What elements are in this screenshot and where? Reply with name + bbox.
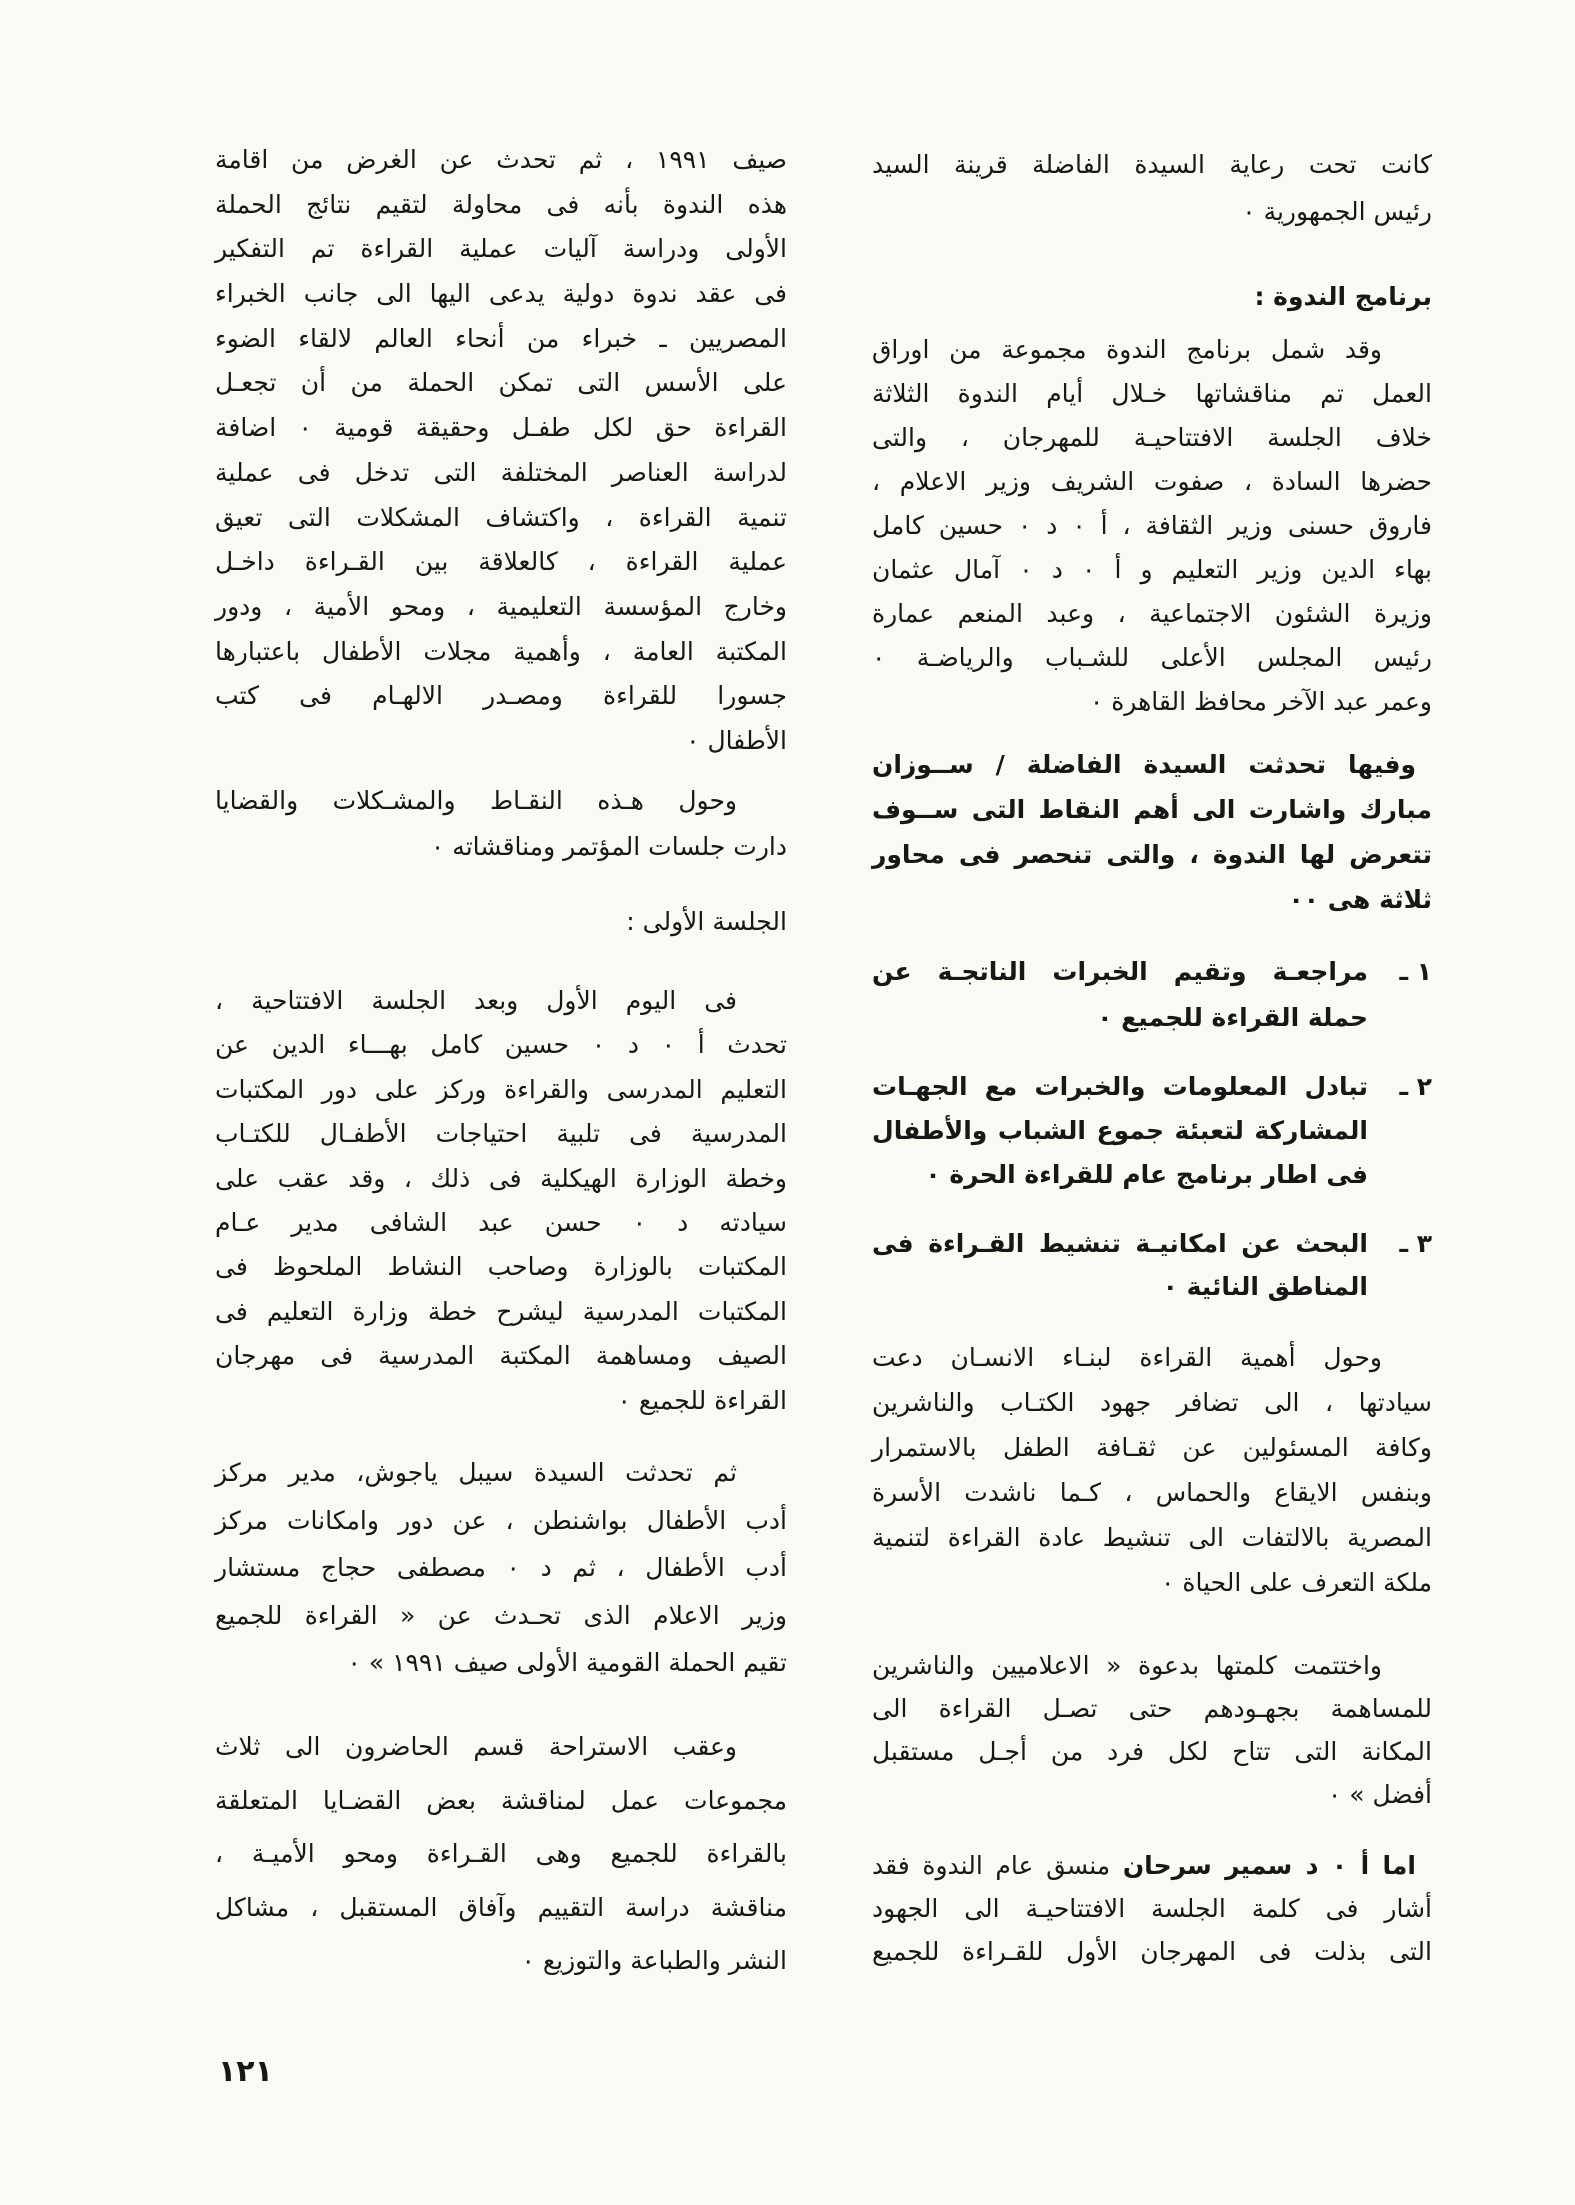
text-line: فاروق حسنى وزير الثقافة ، أ ٠ د ٠ حسين كامل: [872, 511, 1432, 540]
text-line: أدب الأطفال ، ثم د ٠ مصطفى حجاج مستشار: [215, 1553, 787, 1582]
list-number: ١ ـ: [1399, 957, 1432, 986]
text-line: واختتمت كلمتها بدعوة « الاعلاميين والناشرين: [872, 1651, 1382, 1680]
text-line: المكتبات المدرسية ليشرح خطة وزارة التعليم فى: [215, 1296, 787, 1326]
speaker-name: اما أ ٠ د سمير سرحان: [1122, 1851, 1416, 1880]
paragraph-issues: [215, 778, 787, 870]
text-line: وزيرة الشئون الاجتماعية ، وعبد المنعم عمارة: [872, 599, 1432, 628]
text-line: مجموعات عمل لمناقشة بعض القضـايا المتعلقة: [215, 1785, 787, 1815]
paragraph-sarhan: [872, 1844, 1432, 1973]
text-line: وحول أهمية القراءة لبنـاء الانسـان دعت: [872, 1343, 1382, 1372]
text-line: وخارج المؤسسة التعليمية ، ومحو الأمية ، ودور: [215, 591, 787, 621]
text-line: حضرها السادة ، صفوت الشريف وزير الاعلام ،: [872, 467, 1432, 496]
section-heading-program: [872, 275, 1432, 319]
text-line: البحث عن امكانيـة تنشيط القـراءة فى: [872, 1229, 1368, 1258]
text-line: رئيس الجمهورية ٠: [1242, 197, 1432, 226]
text-line: مناقشة دراسة التقييم وآفاق المستقبل ، مشاكل: [215, 1892, 787, 1922]
text-line: سيادته د ٠ حسن عبد الشافى مدير عـام: [215, 1207, 787, 1237]
text-line: وزير الاعلام الذى تحـدث عن « القراءة للجميع: [215, 1600, 787, 1630]
text-line: المكانة التى تتاح لكل فرد من أجـل مستقبل: [872, 1737, 1432, 1766]
text-line: وعقب الاستراحة قسم الحاضرون الى ثلاث: [215, 1732, 737, 1761]
paragraph-continuation: [215, 138, 787, 764]
text-line: المناطق النائية ٠: [1162, 1272, 1368, 1301]
paragraph-break: [215, 1720, 787, 1988]
text-line: وعمر عبد الآخر محافظ القاهرة ٠: [1089, 687, 1432, 716]
paragraph-importance: [872, 1335, 1432, 1605]
text-line: فى اطار برنامج عام للقراءة الحرة ٠: [925, 1160, 1368, 1189]
text-line: خلاف الجلسة الافتتاحيـة للمهرجان ، والتى: [872, 423, 1432, 452]
text-line: رئيس المجلس الأعلى للشـباب والرياضـة ٠: [872, 643, 1432, 672]
section-heading: الجلسة الأولى :: [626, 907, 787, 936]
text-line: هذه الندوة بأنه فى محاولة لتقيم نتائج الحملة: [215, 189, 787, 219]
right-column: [872, 0, 1432, 2205]
text-line: تتعرض لها الندوة ، والتى تنحصر فى محاور: [872, 840, 1432, 869]
text-fragment: منسق عام الندوة فقد: [872, 1851, 1111, 1880]
text-line: وخطة الوزارة الهيكلية فى ذلك ، وقد عقب على: [215, 1163, 787, 1193]
list-number: ٢ ـ: [1399, 1072, 1432, 1101]
text-line: سيادتها ، الى تضافر جهود الكتـاب والناشرين: [872, 1388, 1432, 1417]
paragraph-session: [215, 979, 787, 1423]
text-line: صيف ١٩٩١ ، ثم تحدث عن الغرض من اقامة: [215, 145, 787, 174]
text-line: وقد شمل برنامج الندوة مجموعة من اوراق: [872, 335, 1382, 364]
left-column: [215, 0, 787, 2205]
text-line: جسورا للقراءة ومصـدر الالهـام فى كتب: [215, 681, 787, 711]
paragraph-program: [872, 328, 1432, 724]
paragraph-speech: [872, 742, 1432, 922]
text-line: ثلاثة هى ٠٠: [1288, 885, 1432, 914]
text-line: التى بذلت فى المهرجان الأول للقـراءة للجميع: [872, 1937, 1432, 1966]
text-line: بالقراءة للجميع وهى القـراءة ومحو الأميـة ،: [215, 1839, 787, 1868]
text-line: الأولى ودراسة آليات عملية القراءة تم التفكير: [215, 234, 787, 264]
paragraph-speakers: [215, 1449, 787, 1687]
text-line: عملية القراءة ، كالعلاقة بين القـراءة داخـل: [215, 547, 787, 577]
text-line: مراجعـة وتقيم الخبرات الناتجـة عن: [872, 957, 1368, 986]
text-line: المكتبة العامة ، وأهمية مجلات الأطفال باعتبارها: [215, 636, 787, 666]
text-line: ثم تحدثت السيدة سيبل ياجوش، مدير مركز: [215, 1458, 737, 1487]
page-number: ١٢١: [218, 2054, 273, 2089]
list-item-3: [872, 1222, 1432, 1308]
list-item-2: [872, 1065, 1432, 1197]
text-line: النشر والطباعة والتوزيع ٠: [521, 1946, 787, 1975]
text-line: العمل تم مناقشاتها خـلال أيام الندوة الثلاثة: [872, 379, 1432, 408]
text-line: تبادل المعلومات والخبرات مع الجهـات: [872, 1072, 1368, 1101]
list-number: ٣ ـ: [1399, 1229, 1432, 1258]
text-line: وفيها تحدثت السيدة الفاضلة / ســوزان: [872, 750, 1416, 779]
text-line: تحدث أ ٠ د ٠ حسين كامل بهـــاء الدين عن: [215, 1030, 788, 1060]
text-line: كانت تحت رعاية السيدة الفاضلة قرينة السيد: [872, 150, 1432, 179]
text-line: المكتبات بالوزارة وصاحب النشاط الملحوظ فى: [215, 1252, 787, 1282]
text-line: بهاء الدين وزير التعليم و أ ٠ د ٠ آمال عثمان: [872, 555, 1432, 584]
section-heading: برنامج الندوة :: [1254, 282, 1432, 311]
text-line: وكافة المسئولين عن ثقـافة الطفل بالاستمرار: [872, 1433, 1432, 1462]
text-line: أدب الأطفال بواشنطن ، عن دور وامكانات مركز: [215, 1505, 787, 1535]
text-line: المدرسية فى تلبية احتياجات الأطفـال للكتـاب: [215, 1119, 787, 1149]
text-line: [872, 1844, 1432, 1887]
text-line: على الأسس التى تمكن الحملة من أن تجعـل: [215, 368, 787, 398]
text-line: أفضل » ٠: [1327, 1780, 1432, 1809]
text-line: فى عقد ندوة دولية يدعى اليها الى جانب الخبراء: [215, 279, 787, 309]
text-line: وبنفس الايقاع والحماس ، كـما ناشدت الأسرة: [872, 1478, 1432, 1507]
paragraph-closing: [872, 1644, 1432, 1816]
text-line: المشاركة لتعبئة جموع الشباب والأطفال: [872, 1116, 1368, 1145]
text-line: الصيف ومساهمة المكتبة المدرسية فى مهرجان: [215, 1341, 787, 1371]
text-line: تقيم الحملة القومية الأولى صيف ١٩٩١ » ٠: [347, 1648, 787, 1677]
list-item-1: [872, 949, 1432, 1041]
text-line: تنمية القراءة ، واكتشاف المشكلات التى تعيق: [215, 502, 787, 532]
text-line: لدراسة العناصر المختلفة التى تدخل فى عملية: [215, 457, 787, 487]
text-line: المصرية بالالتفات الى تنشيط عادة القراءة لتنمية: [872, 1523, 1432, 1552]
text-line: للمساهمة بجهـودهم حتى تصـل القراءة الى: [872, 1694, 1432, 1723]
text-line: القراءة للجميع ٠: [617, 1385, 787, 1415]
text-line: مبارك واشارت الى أهم النقاط التى ســوف: [872, 795, 1432, 824]
text-line: التعليم المدرسى والقراءة وركز على دور المكتبات: [215, 1074, 787, 1104]
section-heading-session: [215, 900, 787, 944]
text-line: حملة القراءة للجميع ٠: [1097, 1003, 1368, 1032]
text-line: أشار فى كلمة الجلسة الافتتاحيـة الى الجهود: [872, 1894, 1432, 1923]
text-line: دارت جلسات المؤتمر ومناقشاته ٠: [430, 832, 787, 861]
text-line: الأطفال ٠: [686, 725, 787, 755]
text-line: المصريين ـ خبراء من أنحاء العالم لالقاء الضوء: [215, 323, 787, 353]
paragraph-intro: [872, 141, 1432, 235]
text-line: ملكة التعرف على الحياة ٠: [1161, 1568, 1432, 1597]
text-line: فى اليوم الأول وبعد الجلسة الافتتاحية ،: [215, 986, 737, 1015]
text-line: وحول هـذه النقـاط والمشـكلات والقضايا: [215, 786, 737, 815]
text-line: القراءة حق لكل طفـل وحقيقة قومية ٠ اضافة: [215, 413, 788, 443]
